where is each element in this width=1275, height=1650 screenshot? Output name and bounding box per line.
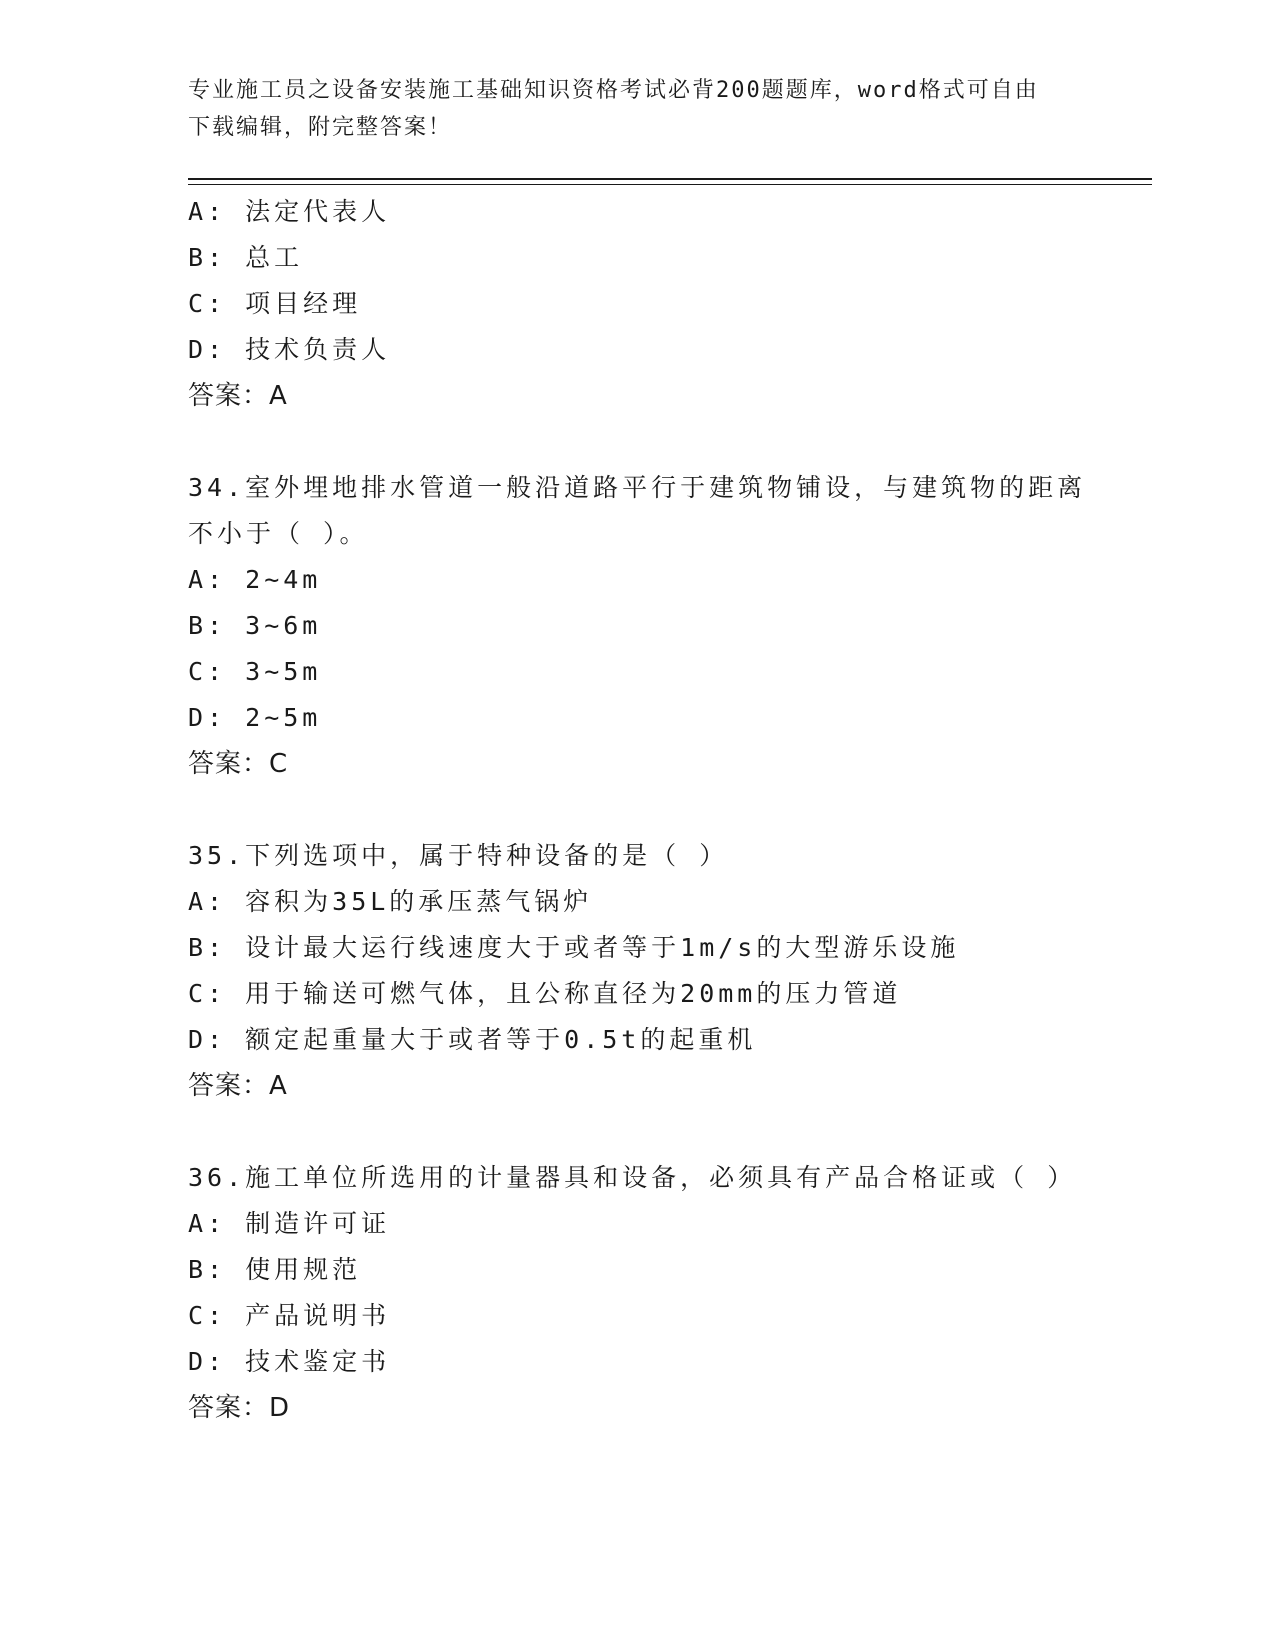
option-b: B: 3~6m [188,611,322,640]
document-header [188,72,1068,146]
question-stem: 34.室外埋地排水管道一般沿道路平行于建筑物铺设，与建筑物的距离 [188,473,1087,502]
option-a: A: 容积为35L的承压蒸气锅炉 [188,887,593,916]
question-34 [188,465,1088,787]
header-line-2: 下载编辑，附完整答案！ [188,115,453,140]
header-divider-thick [188,178,1152,180]
answer-line: 答案：C [188,749,289,779]
option-a: A: 制造许可证 [188,1209,391,1238]
question-35 [188,833,1088,1109]
header-line-1: 专业施工员之设备安装施工基础知识资格考试必背200题题库，word格式可自由 [188,78,1039,103]
spacer [188,787,1088,833]
option-c: C: 产品说明书 [188,1301,391,1330]
option-d: D: 额定起重量大于或者等于0.5t的起重机 [188,1025,757,1054]
spacer [188,1109,1088,1155]
option-b: B: 设计最大运行线速度大于或者等于1m/s的大型游乐设施 [188,933,960,962]
option-b: B: 总工 [188,243,304,272]
option-d: D: 技术鉴定书 [188,1347,391,1376]
question-33 [188,189,1088,419]
answer-line: 答案：D [188,1393,291,1423]
option-d: D: 技术负责人 [188,335,391,364]
question-stem: 36.施工单位所选用的计量器具和设备，必须具有产品合格证或（ ） [188,1163,1077,1192]
option-b: B: 使用规范 [188,1255,362,1284]
option-a: A: 2~4m [188,565,322,594]
header-divider-thin [188,184,1152,185]
option-c: C: 3~5m [188,657,322,686]
spacer [188,419,1088,465]
question-36 [188,1155,1088,1431]
answer-line: 答案：A [188,381,288,411]
option-c: C: 项目经理 [188,289,362,318]
option-a: A: 法定代表人 [188,197,391,226]
answer-line: 答案：A [188,1071,288,1101]
question-list [188,189,1088,1431]
option-c: C: 用于输送可燃气体，且公称直径为20mm的压力管道 [188,979,902,1008]
question-stem: 35.下列选项中，属于特种设备的是（ ） [188,841,729,870]
option-d: D: 2~5m [188,703,322,732]
question-stem-continued: 不小于（ ）。 [188,519,369,548]
